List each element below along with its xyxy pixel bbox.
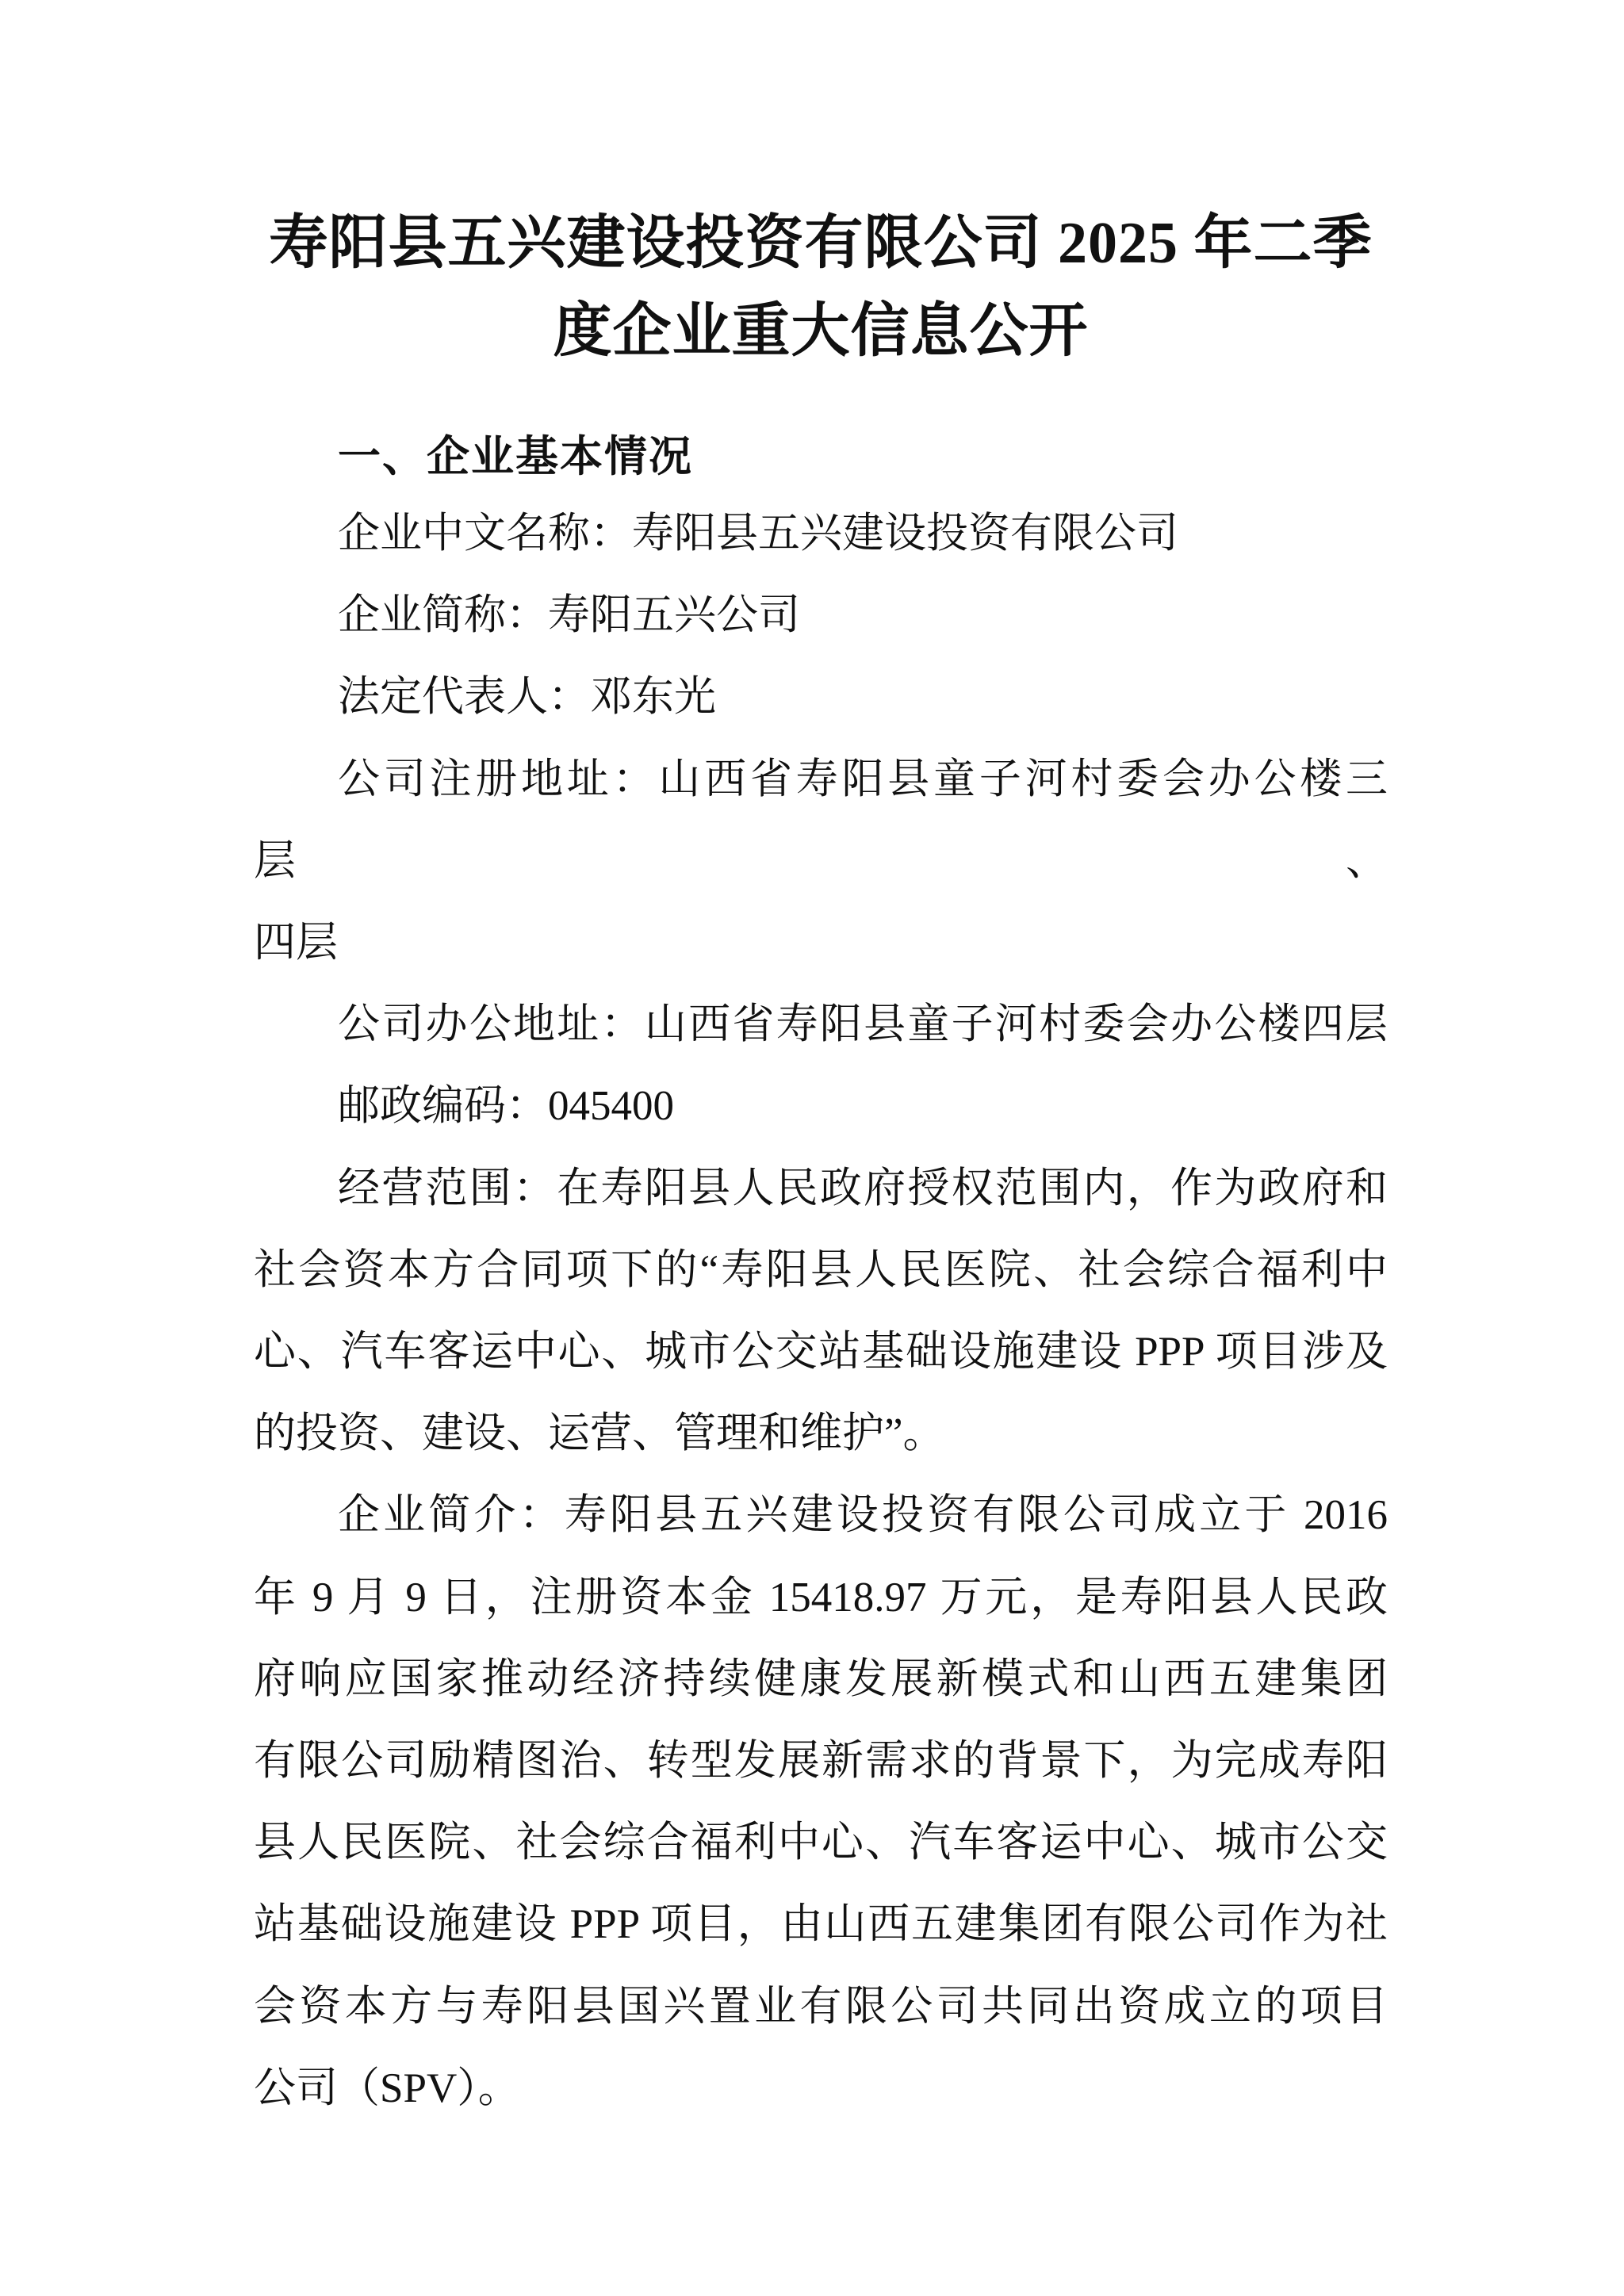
body-line: 企业简介：寿阳县五兴建设投资有限公司成立于 2016 xyxy=(338,1492,1388,1539)
body-line: 心、汽车客运中心、城市公交站基础设施建设 PPP 项目涉及 xyxy=(254,1329,1388,1376)
title-line-2: 度企业重大信息公开 xyxy=(553,299,1089,364)
body-line: 公司办公地址：山西省寿阳县童子河村委会办公楼四层 xyxy=(338,1001,1388,1048)
body-line: 公司注册地址：山西省寿阳县童子河村委会办公楼三层、 xyxy=(254,756,1388,884)
body-line: 会资本方与寿阳县国兴置业有限公司共同出资成立的项目 xyxy=(254,1983,1388,2030)
body-line: 公司（SPV）。 xyxy=(254,2064,520,2111)
title-line-1: 寿阳县五兴建设投资有限公司 2025 年二季 xyxy=(269,211,1373,276)
body-line: 四层 xyxy=(254,920,338,966)
document-title xyxy=(254,0,1388,376)
body-line: 经营范围：在寿阳县人民政府授权范围内，作为政府和 xyxy=(338,1165,1388,1211)
body-line: 县人民医院、社会综合福利中心、汽车客运中心、城市公交 xyxy=(254,1820,1388,1866)
section-heading: 一、企业基本情况 xyxy=(338,433,693,480)
body-line: 年 9 月 9 日，注册资本金 15418.97 万元，是寿阳县人民政 xyxy=(254,1574,1388,1621)
body-line: 企业中文名称：寿阳县五兴建设投资有限公司 xyxy=(338,511,1178,557)
body-line: 有限公司励精图治、转型发展新需求的背景下，为完成寿阳 xyxy=(254,1738,1388,1785)
body-line: 法定代表人：邓东光 xyxy=(338,674,716,721)
document-body xyxy=(254,493,1388,2130)
body-line: 邮政编码：045400 xyxy=(338,1083,674,1130)
body-line: 府响应国家推动经济持续健康发展新模式和山西五建集团 xyxy=(254,1655,1388,1702)
body-line: 站基础设施建设 PPP 项目，由山西五建集团有限公司作为社 xyxy=(254,1901,1388,1948)
body-line: 企业简称：寿阳五兴公司 xyxy=(338,592,800,639)
body-line: 的投资、建设、运营、管理和维护”。 xyxy=(254,1410,945,1457)
body-line: 社会资本方合同项下的“寿阳县人民医院、社会综合福利中 xyxy=(254,1246,1388,1293)
